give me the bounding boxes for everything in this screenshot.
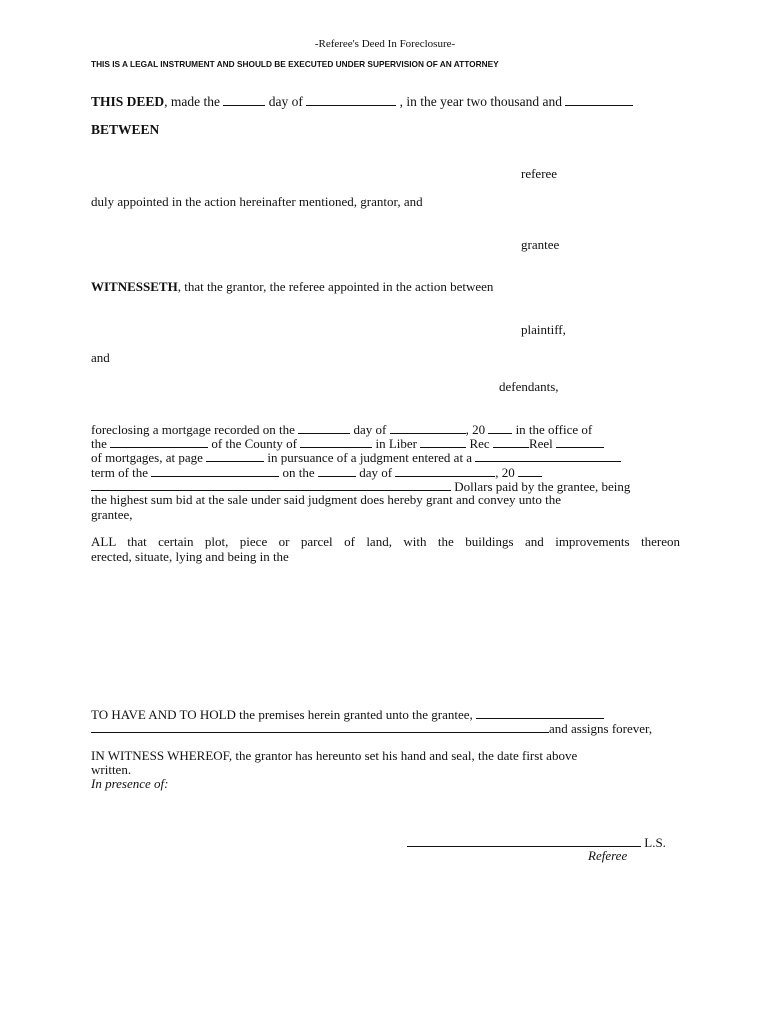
mortgage-line-2: the of the County of in Liber Rec Reel bbox=[91, 435, 604, 451]
and-label: and bbox=[91, 350, 110, 365]
court-term-field[interactable] bbox=[475, 449, 621, 462]
grantor-line: duly appointed in the action hereinafter mentioned, grantor, and bbox=[91, 194, 423, 209]
witnesseth-heading: WITNESSETH bbox=[91, 279, 178, 294]
judgment-day-field[interactable] bbox=[318, 464, 356, 477]
grantee-heirs-field[interactable] bbox=[476, 706, 604, 719]
habendum-line-2: and assigns forever, bbox=[91, 720, 652, 736]
in-witness-line-1: IN WITNESS WHEREOF, the grantor has hereunto set his hand and seal, the date first above bbox=[91, 748, 578, 763]
between-heading: BETWEEN bbox=[91, 122, 160, 137]
ls-label: L.S. bbox=[644, 835, 666, 850]
deed-day-field[interactable] bbox=[223, 93, 265, 106]
page-field[interactable] bbox=[206, 449, 264, 462]
dollars-amount-field[interactable] bbox=[91, 478, 451, 491]
county-field[interactable] bbox=[300, 435, 372, 448]
mortgage-line-4: term of the on the day of , 20 bbox=[91, 464, 542, 480]
witnesseth-line: WITNESSETH, that the grantor, the referee appointed in the action between bbox=[91, 279, 494, 294]
deed-date-line: THIS DEED, made the day of , in the year two thousand and bbox=[91, 93, 633, 109]
all-that-line-1: ALL that certain plot, piece or parcel of land, with the buildings and improvements thereon bbox=[91, 534, 680, 549]
referee-label: referee bbox=[521, 166, 558, 181]
mortgage-line-1: foreclosing a mortgage recorded on the day of , 20 in the office of bbox=[91, 422, 593, 437]
plaintiff-label: plaintiff, bbox=[521, 322, 566, 337]
attorney-warning: THIS IS A LEGAL INSTRUMENT AND SHOULD BE EXECUTED UNDER SUPERVISION OF AN ATTORNEY bbox=[91, 59, 499, 69]
recorded-day-field[interactable] bbox=[298, 421, 350, 434]
mortgage-line-3: of mortgages, at page in pursuance of a judgment entered at a bbox=[91, 449, 621, 465]
defendants-label: defendants, bbox=[499, 379, 559, 394]
referee-signature-caption: Referee bbox=[588, 848, 628, 863]
judgment-year-field[interactable] bbox=[518, 464, 542, 477]
mortgage-line-7: grantee, bbox=[91, 507, 133, 522]
document-title: -Referee's Deed In Foreclosure- bbox=[314, 38, 456, 50]
rec-field[interactable] bbox=[493, 435, 529, 448]
term-field[interactable] bbox=[151, 464, 279, 477]
mortgage-line-6: the highest sum bid at the sale under said judgment does hereby grant and convey unto the bbox=[91, 492, 562, 507]
reel-field[interactable] bbox=[556, 435, 604, 448]
recorded-year-field[interactable] bbox=[488, 421, 512, 434]
mortgage-line-5: Dollars paid by the grantee, being bbox=[91, 478, 630, 494]
referee-signature-field[interactable] bbox=[407, 834, 641, 847]
habendum-continuation-field[interactable] bbox=[91, 720, 549, 733]
in-presence-of: In presence of: bbox=[91, 776, 169, 791]
deed-month-field[interactable] bbox=[306, 93, 396, 106]
habendum-line-1: TO HAVE AND TO HOLD the premises herein granted unto the grantee, bbox=[91, 706, 604, 722]
deed-year-field[interactable] bbox=[565, 93, 633, 106]
all-that-line-2: erected, situate, lying and being in the bbox=[91, 549, 289, 564]
office-field[interactable] bbox=[110, 435, 208, 448]
judgment-month-field[interactable] bbox=[395, 464, 495, 477]
this-deed-heading: THIS DEED bbox=[91, 94, 165, 109]
grantee-label: grantee bbox=[521, 237, 560, 252]
liber-field[interactable] bbox=[420, 435, 466, 448]
in-witness-line-2: written. bbox=[91, 762, 132, 777]
recorded-month-field[interactable] bbox=[390, 421, 466, 434]
